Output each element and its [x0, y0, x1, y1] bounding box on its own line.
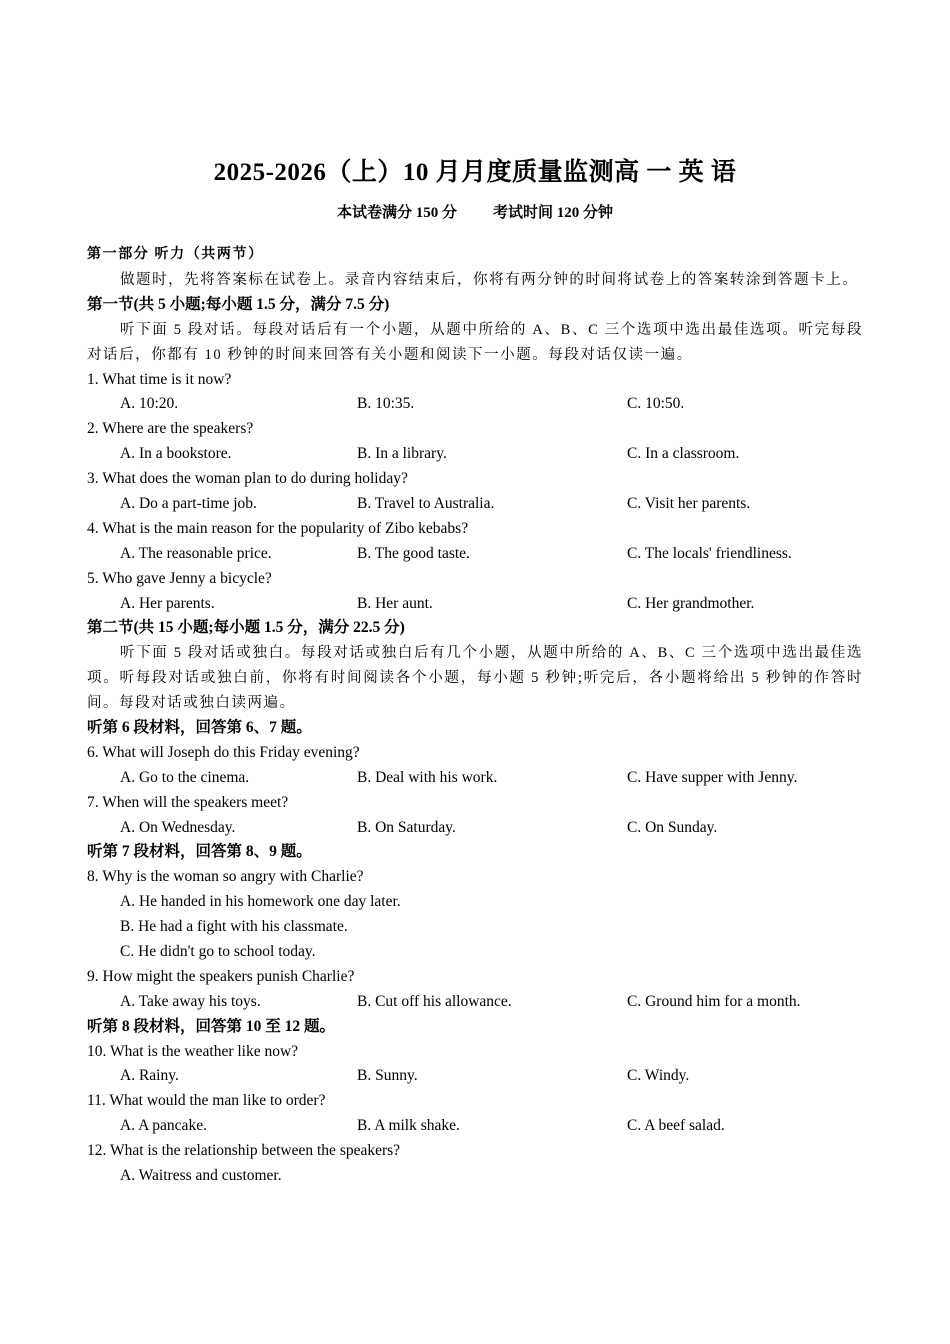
option-c: C. Ground him for a month.: [627, 992, 801, 1010]
question-2: 2. Where are the speakers?: [87, 420, 254, 438]
section2-intro: 听下面 5 段对话或独白。每段对话或独白后有几个小题，从题中所给的 A、B、C 三个选项中选出最佳选项。听每段对话或独白前，你将有时间阅读各个小题，每小题 5 秒钟;听完后，各小题将给出 5 秒钟的作答时间。每段对话或独白读两遍。: [87, 645, 863, 712]
option-b: B. He had a fight with his classmate.: [120, 918, 348, 936]
question-6: 6. What will Joseph do this Friday evening?: [87, 743, 360, 761]
material-8-heading: 听第 8 段材料，回答第 10 至 12 题。: [87, 1017, 336, 1035]
option-b: B. 10:35.: [357, 395, 415, 413]
option-a: A. Do a part-time job.: [120, 494, 257, 512]
question-7-options: [87, 816, 863, 841]
option-c: C. The locals' friendliness.: [627, 544, 792, 562]
option-c: C. 10:50.: [627, 395, 685, 413]
option-c: C. Her grandmother.: [627, 594, 755, 612]
option-a: A. He handed in his homework one day later.: [120, 893, 401, 911]
option-b: B. Sunny.: [357, 1067, 418, 1085]
section2-heading: 第二节(共 15 小题;每小题 1.5 分，满分 22.5 分): [87, 619, 405, 637]
question-1: 1. What time is it now?: [87, 370, 232, 388]
option-a: A. The reasonable price.: [120, 544, 272, 562]
question-5: 5. Who gave Jenny a bicycle?: [87, 569, 272, 587]
option-a: A. Rainy.: [120, 1067, 179, 1085]
option-a: A. In a bookstore.: [120, 445, 232, 463]
option-c: C. He didn't go to school today.: [120, 943, 316, 961]
option-a: A. Take away his toys.: [120, 992, 261, 1010]
question-9-options: [87, 990, 863, 1015]
option-c: C. Have supper with Jenny.: [627, 768, 798, 786]
question-5-options: [87, 592, 863, 617]
question-10-options: [87, 1064, 863, 1089]
exam-info: [0, 201, 950, 222]
question-4: 4. What is the main reason for the popularity of Zibo kebabs?: [87, 519, 469, 537]
option-a: A. 10:20.: [120, 395, 179, 413]
part1-intro: 做题时，先将答案标在试卷上。录音内容结束后，你将有两分钟的时间将试卷上的答案转涂到答题卡上。: [120, 271, 859, 288]
option-a: A. On Wednesday.: [120, 818, 236, 836]
option-c: C. Windy.: [627, 1067, 690, 1085]
option-c: C. In a classroom.: [627, 445, 740, 463]
part1-heading: 第一部分 听力（共两节）: [87, 247, 264, 262]
question-10: 10. What is the weather like now?: [87, 1042, 299, 1060]
question-7: 7. When will the speakers meet?: [87, 793, 289, 811]
material-6-heading: 听第 6 段材料，回答第 6、7 题。: [87, 719, 312, 737]
question-1-options: [87, 392, 863, 417]
question-4-options: [87, 542, 863, 567]
option-b: B. Her aunt.: [357, 594, 433, 612]
question-6-options: [87, 766, 863, 791]
question-8: 8. Why is the woman so angry with Charlie?: [87, 868, 364, 886]
option-b: B. The good taste.: [357, 544, 470, 562]
option-c: C. A beef salad.: [627, 1117, 725, 1135]
option-a: A. Go to the cinema.: [120, 768, 250, 786]
option-b: B. On Saturday.: [357, 818, 456, 836]
section1-intro: 听下面 5 段对话。每段对话后有一个小题，从题中所给的 A、B、C 三个选项中选出最佳选项。听完每段对话后，你都有 10 秒钟的时间来回答有关小题和阅读下一小题。每段对话仅读一遍。: [87, 321, 863, 363]
page-title: 2025-2026（上）10 月月度质量监测高 一 英 语: [213, 159, 737, 186]
question-11-options: [87, 1114, 863, 1139]
option-b: B. Cut off his allowance.: [357, 992, 512, 1010]
question-2-options: [87, 442, 863, 467]
option-a: A. A pancake.: [120, 1117, 207, 1135]
question-11: 11. What would the man like to order?: [87, 1092, 326, 1110]
option-b: B. Travel to Australia.: [357, 494, 495, 512]
option-a: A. Waitress and customer.: [120, 1167, 282, 1185]
full-score: 本试卷满分 150 分: [336, 205, 457, 221]
question-12: 12. What is the relationship between the speakers?: [87, 1142, 401, 1160]
question-3: 3. What does the woman plan to do during holiday?: [87, 470, 408, 488]
option-b: B. Deal with his work.: [357, 768, 498, 786]
exam-content: [87, 243, 863, 1189]
option-c: C. Visit her parents.: [627, 494, 751, 512]
question-9: 9. How might the speakers punish Charlie?: [87, 967, 355, 985]
question-3-options: [87, 492, 863, 517]
option-a: A. Her parents.: [120, 594, 215, 612]
option-c: C. On Sunday.: [627, 818, 718, 836]
section1-heading: 第一节(共 5 小题;每小题 1.5 分，满分 7.5 分): [87, 295, 390, 313]
option-b: B. A milk shake.: [357, 1117, 460, 1135]
material-7-heading: 听第 7 段材料，回答第 8、9 题。: [87, 843, 312, 861]
option-b: B. In a library.: [357, 445, 447, 463]
exam-time: 考试时间 120 分钟: [493, 205, 614, 221]
